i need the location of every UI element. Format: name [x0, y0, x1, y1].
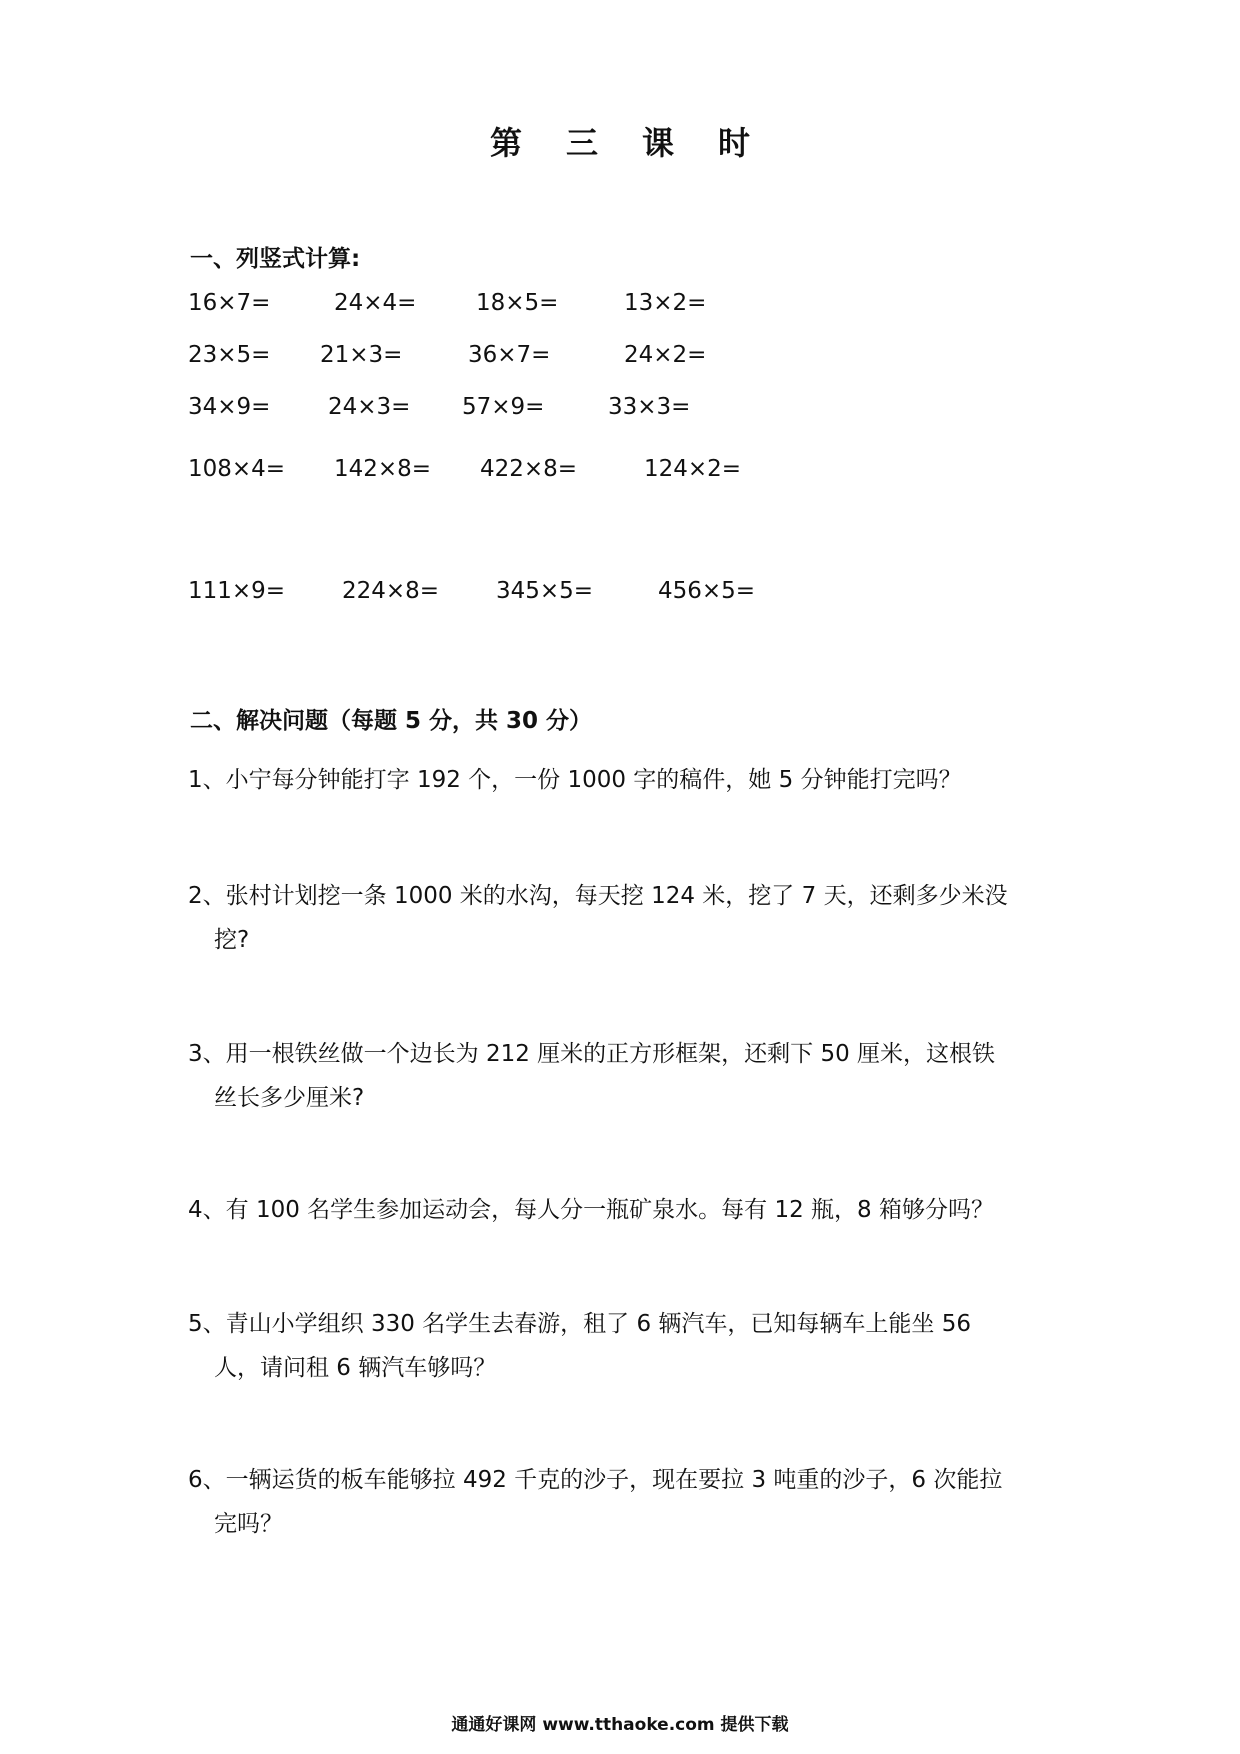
question-text: 2、张村计划挖一条 1000 米的水沟，每天挖 124 米，挖了 7 天，还剩多少米没 [188, 883, 1008, 909]
calc-row [0, 456, 1240, 488]
question-text: 1、小宁每分钟能打字 192 个，一份 1000 字的稿件，她 5 分钟能打完吗？ [188, 767, 962, 793]
calc-problem: 111×9= [188, 578, 286, 604]
question-text: 5、青山小学组织 330 名学生去春游，租了 6 辆汽车，已知每辆车上能坐 56 [188, 1311, 971, 1337]
calc-problem: 36×7= [468, 342, 551, 368]
question-text-continued: 丝长多少厘米? [214, 1085, 365, 1111]
question-text-continued: 挖? [214, 927, 250, 953]
calc-problem: 24×3= [328, 394, 411, 420]
calc-problem: 34×9= [188, 394, 271, 420]
question-text: 6、一辆运货的板车能够拉 492 千克的沙子，现在要拉 3 吨重的沙子，6 次能拉 [188, 1467, 1003, 1493]
calc-problem: 24×4= [334, 290, 417, 316]
footer-download-note: 通通好课网 www.tthaoke.com 提供下载 [451, 1715, 789, 1735]
section-heading-word-problems: 二、解决问题（每题 5 分，共 30 分） [190, 708, 593, 734]
calc-problem: 24×2= [624, 342, 707, 368]
calc-problem: 33×3= [608, 394, 691, 420]
section-heading-calculation: 一、列竖式计算: [190, 246, 361, 272]
calc-problem: 456×5= [658, 578, 756, 604]
calc-problem: 18×5= [476, 290, 559, 316]
calc-row [0, 394, 1240, 426]
calc-row [0, 578, 1240, 610]
calc-problem: 13×2= [624, 290, 707, 316]
calc-problem: 16×7= [188, 290, 271, 316]
word-problem [188, 758, 1068, 802]
title-char: 三 [565, 124, 598, 162]
word-problem [188, 1032, 1068, 1120]
title-char: 课 [642, 124, 675, 162]
calc-row [0, 342, 1240, 374]
question-text-continued: 人，请问租 6 辆汽车够吗？ [214, 1355, 497, 1381]
calc-problem: 124×2= [644, 456, 742, 482]
calc-problem: 142×8= [334, 456, 432, 482]
title-char: 第 [489, 124, 522, 162]
word-problem [188, 874, 1068, 962]
word-problem [188, 1458, 1068, 1546]
calc-problem: 23×5= [188, 342, 271, 368]
title-char: 时 [718, 124, 751, 162]
question-text: 4、有 100 名学生参加运动会，每人分一瓶矿泉水。每有 12 瓶，8 箱够分吗？ [188, 1197, 994, 1223]
question-text: 3、用一根铁丝做一个边长为 212 厘米的正方形框架，还剩下 50 厘米，这根铁 [188, 1041, 996, 1067]
calc-problem: 422×8= [480, 456, 578, 482]
word-problem [188, 1302, 1068, 1390]
word-problem [188, 1188, 1068, 1232]
calc-problem: 21×3= [320, 342, 403, 368]
calc-problem: 57×9= [462, 394, 545, 420]
question-text-continued: 完吗？ [214, 1511, 283, 1537]
calc-problem: 108×4= [188, 456, 286, 482]
page-title [0, 118, 1240, 164]
calc-row [0, 290, 1240, 322]
calc-problem: 345×5= [496, 578, 594, 604]
calc-problem: 224×8= [342, 578, 440, 604]
